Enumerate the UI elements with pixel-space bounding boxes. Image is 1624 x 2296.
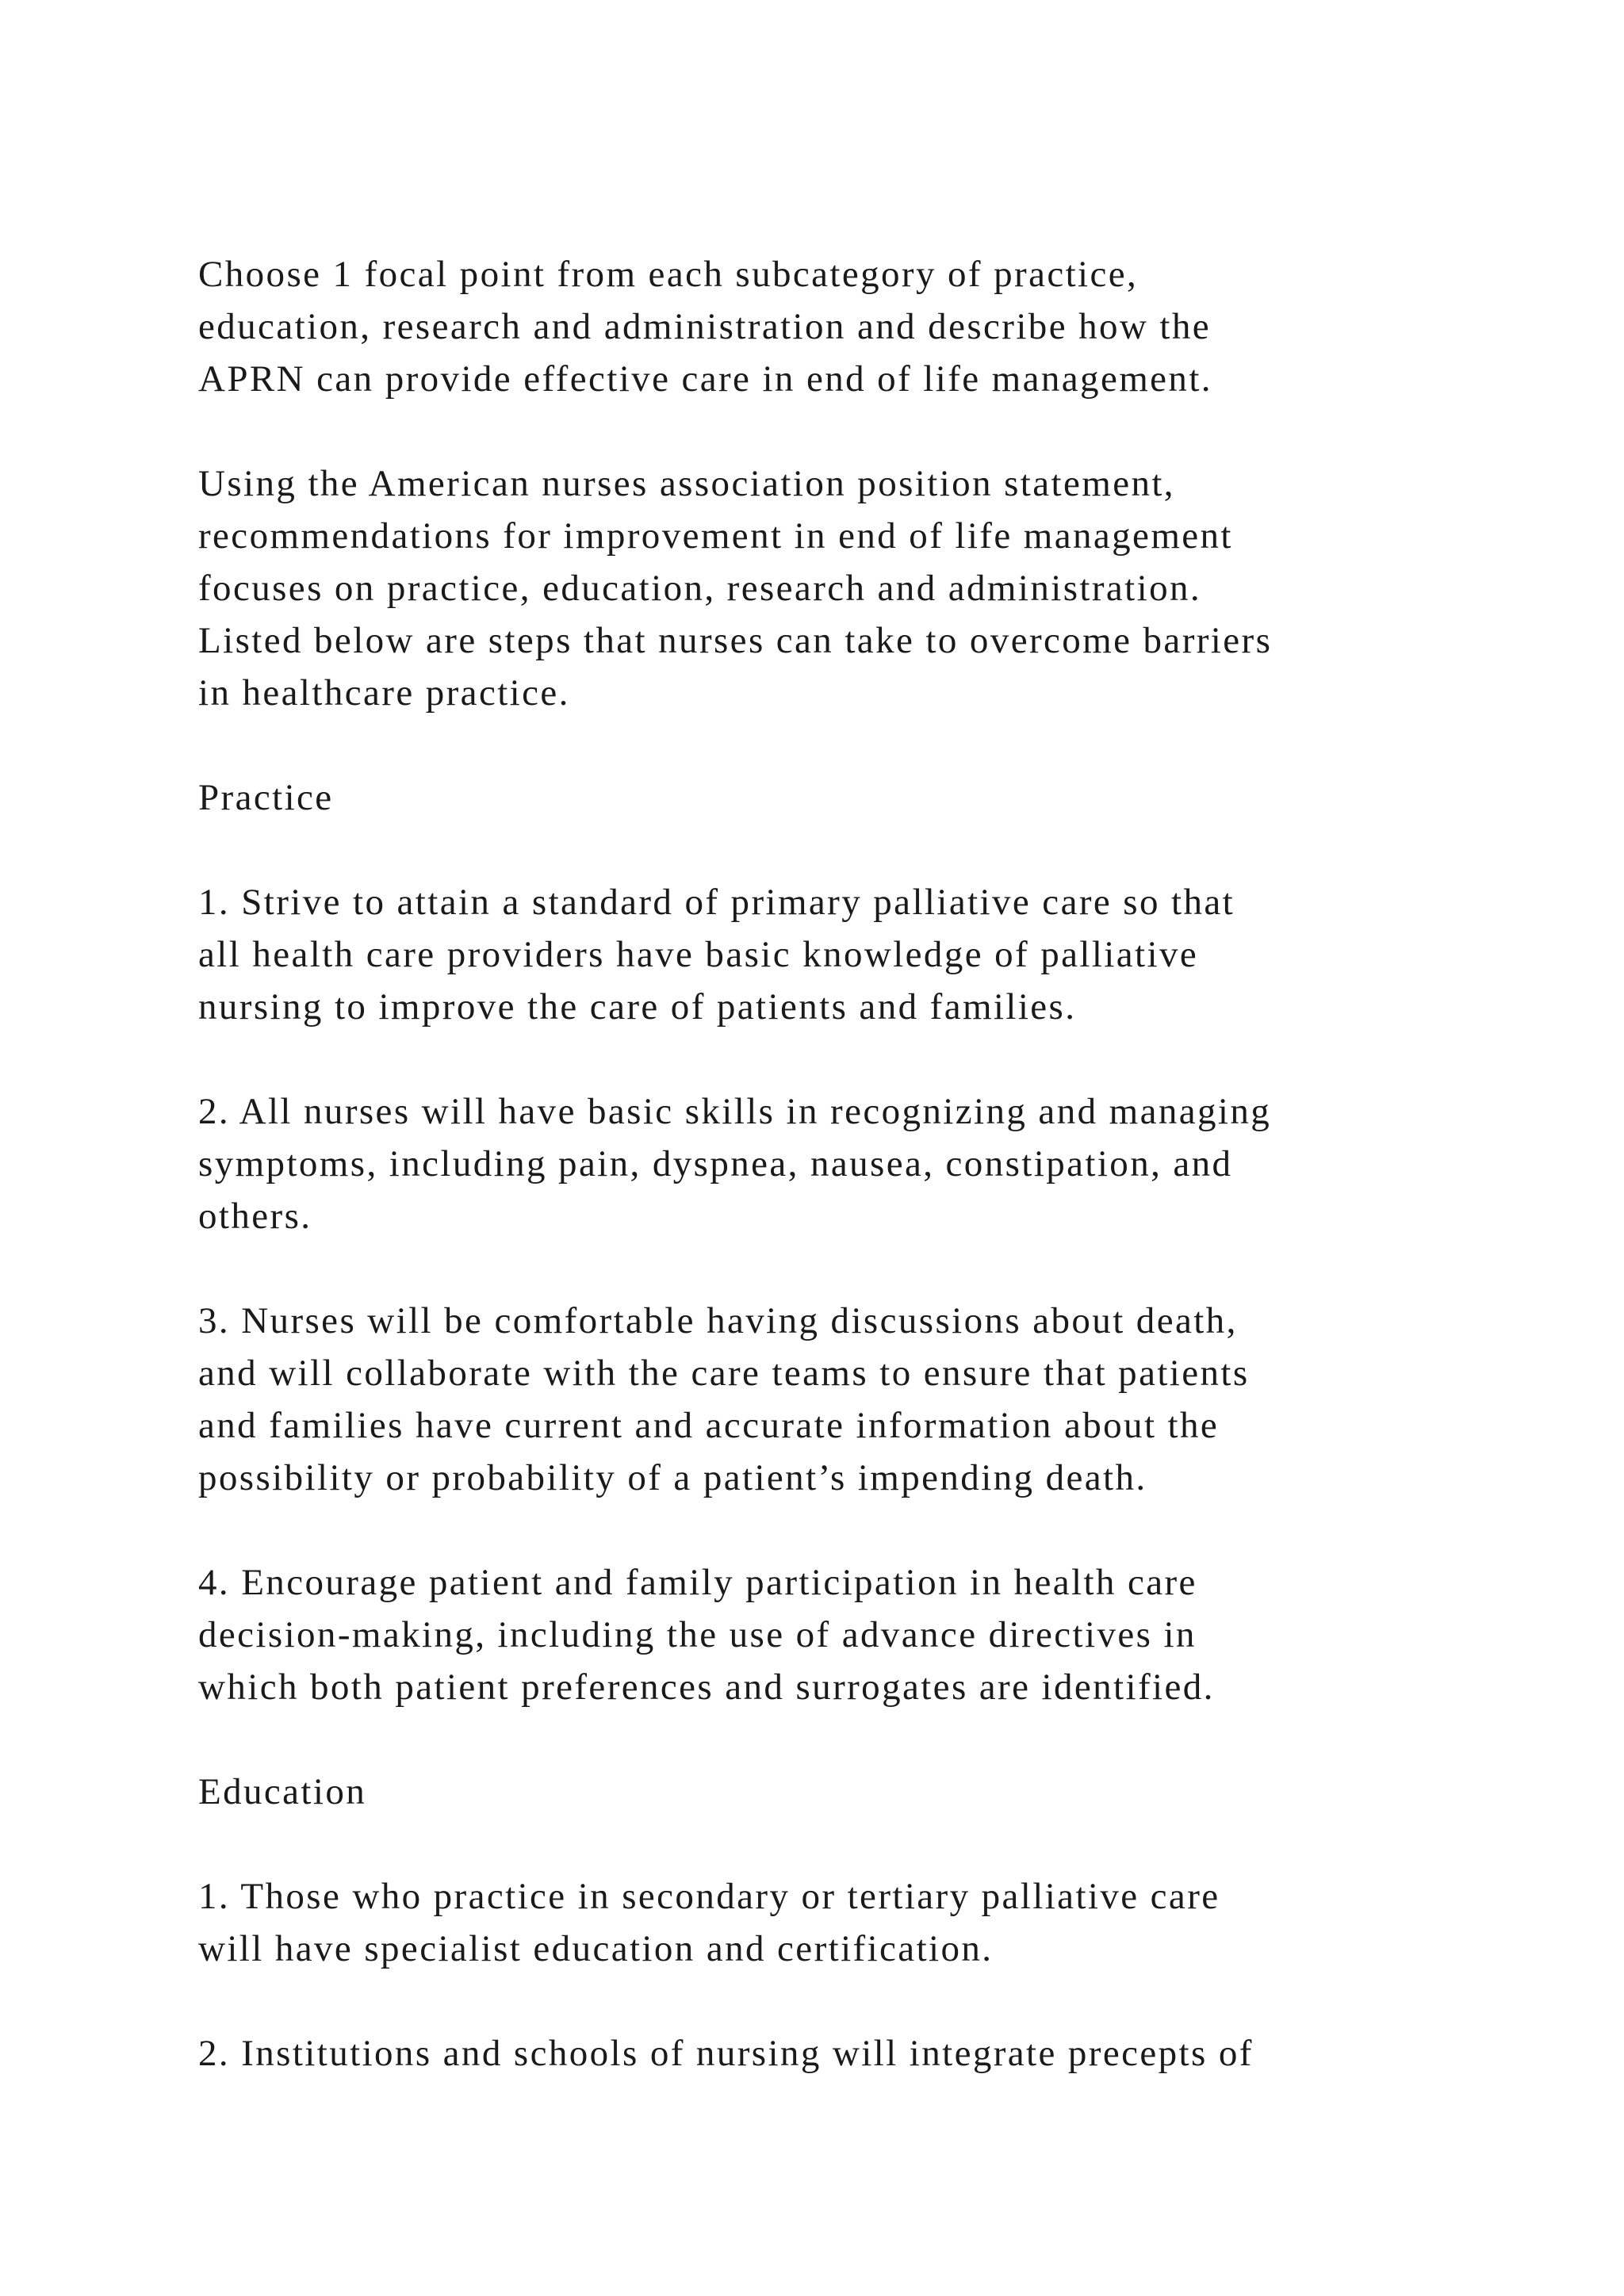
text-line: will have specialist education and certification. — [198, 1928, 994, 1969]
text-line: 1. Strive to attain a standard of primary palliative care so that — [198, 882, 1235, 923]
text-line: 1. Those who practice in secondary or tertiary palliative care — [198, 1876, 1220, 1917]
text-line: Using the American nurses association position statement, — [198, 463, 1175, 504]
text-line: 2. All nurses will have basic skills in recognizing and managing — [198, 1091, 1272, 1132]
text-line: education, research and administration and describe how the — [198, 306, 1212, 347]
text-line: symptoms, including pain, dyspnea, nausea, constipation, and — [198, 1143, 1233, 1184]
text-line: decision-making, including the use of advance directives in — [198, 1614, 1197, 1655]
text-line: Choose 1 focal point from each subcategory of practice, — [198, 254, 1139, 295]
practice-item-1 — [198, 876, 1507, 1033]
text-line: Listed below are steps that nurses can take to overcome barriers — [198, 620, 1273, 661]
heading-text: Education — [198, 1771, 367, 1812]
text-line: focuses on practice, education, research and administration. — [198, 568, 1202, 609]
document-body — [198, 248, 1507, 2132]
ana-statement-paragraph — [198, 457, 1507, 719]
practice-item-4 — [198, 1556, 1507, 1713]
text-line: 2. Institutions and schools of nursing will integrate precepts of — [198, 2033, 1254, 2074]
intro-prompt-paragraph — [198, 248, 1507, 405]
education-item-2 — [198, 2027, 1507, 2080]
text-line: others. — [198, 1196, 312, 1237]
text-line: possibility or probability of a patient’s impending death. — [198, 1457, 1147, 1498]
text-line: nursing to improve the care of patients and families. — [198, 986, 1077, 1027]
text-line: which both patient preferences and surrogates are identified. — [198, 1667, 1215, 1708]
heading-text: Practice — [198, 777, 334, 818]
text-line: 4. Encourage patient and family participation in health care — [198, 1562, 1197, 1603]
text-line: and families have current and accurate information about the — [198, 1405, 1220, 1446]
practice-item-2 — [198, 1085, 1507, 1242]
text-line: 3. Nurses will be comfortable having discussions about death, — [198, 1300, 1238, 1341]
text-line: APRN can provide effective care in end of life management. — [198, 358, 1212, 400]
text-line: and will collaborate with the care teams to ensure that patients — [198, 1353, 1250, 1394]
section-heading-practice — [198, 771, 1507, 824]
text-line: all health care providers have basic knowledge of palliative — [198, 934, 1199, 975]
text-line: recommendations for improvement in end of life management — [198, 515, 1233, 557]
text-line: in healthcare practice. — [198, 672, 570, 714]
practice-item-3 — [198, 1295, 1507, 1504]
education-item-1 — [198, 1870, 1507, 1975]
section-heading-education — [198, 1766, 1507, 1818]
